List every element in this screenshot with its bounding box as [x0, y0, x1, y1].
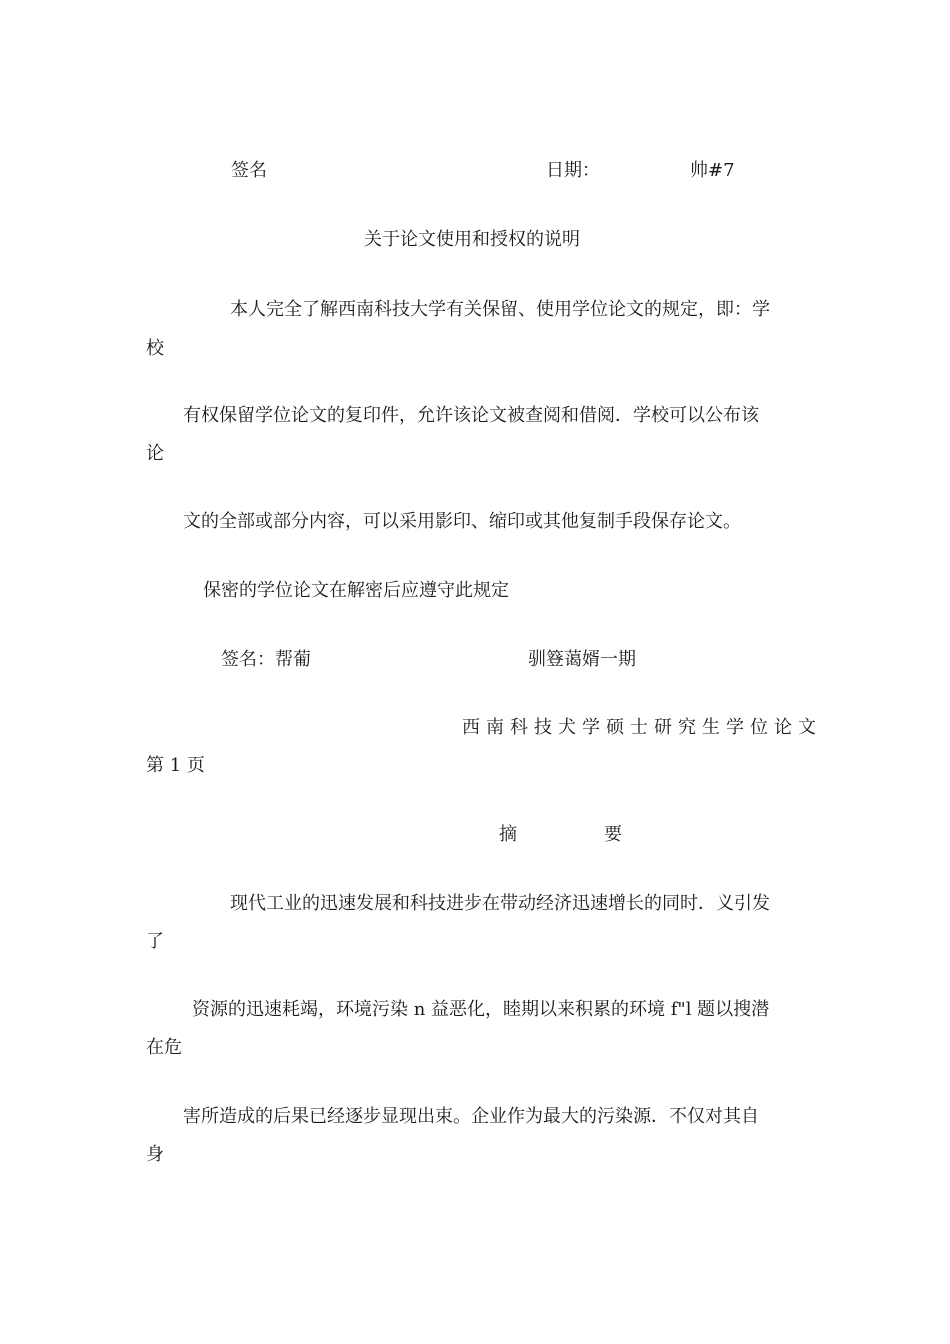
abstract-heading-left: 摘: [499, 824, 517, 845]
authorization-line: 本人完全了解西南科技大学有关保留、使用学位论文的规定，即：学: [230, 299, 770, 320]
abstract-line: 身: [146, 1144, 164, 1165]
page-number: 第 1 页: [146, 755, 205, 776]
abstract-line: 资源的迅速耗竭，环境污染 n 益恶化，睦期以来积累的环境 f"l 题以搜潜: [192, 999, 770, 1020]
abstract-heading-right: 要: [604, 824, 622, 845]
authorization-title: 关于论文使用和授权的说明: [364, 229, 580, 250]
signature-label: 签名: [231, 160, 267, 181]
date-value: 帅#7: [690, 160, 735, 181]
running-header-title: 西南科技犬学硕士研究生学位论文: [462, 717, 822, 738]
abstract-line: 了: [146, 931, 164, 952]
authorization-line: 校: [146, 338, 164, 359]
authorization-line: 论: [146, 443, 164, 464]
authorization-line: 文的全部或部分内容，可以采用影印、缩印或其他复制手段保存论文。: [183, 511, 741, 532]
abstract-line: 现代工业的迅速发展和科技进步在带动经济迅速增长的同时．义引发: [230, 893, 770, 914]
abstract-line: 在危: [146, 1037, 182, 1058]
signature-right-text: 驯簦蔼婿一期: [528, 649, 636, 670]
date-label: 日期：: [546, 160, 600, 181]
authorization-line: 有权保留学位论文的复印件，允许该论文被查阅和借阅．学校可以公布该: [183, 405, 759, 426]
abstract-line: 害所造成的后果已经逐步显现出束。企业作为最大的污染源．不仅对其自: [183, 1106, 759, 1127]
signature-with-name: 签名：帮葡: [221, 649, 311, 670]
authorization-line: 保密的学位论文在解密后应遵守此规定: [203, 580, 509, 601]
